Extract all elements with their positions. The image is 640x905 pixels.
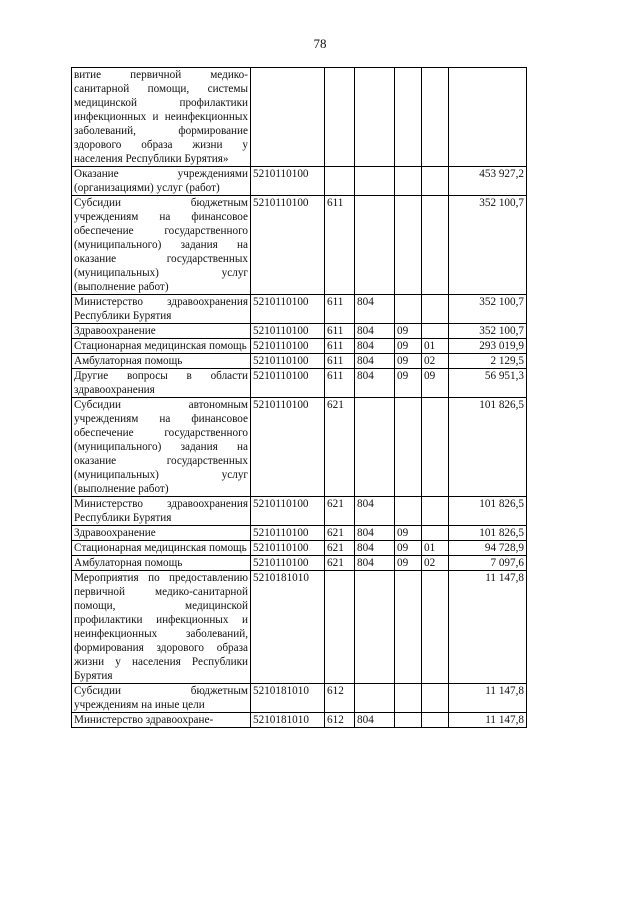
amount: 293 019,9 bbox=[449, 339, 527, 354]
section-code: 09 bbox=[395, 369, 422, 398]
table-row bbox=[72, 398, 527, 497]
ministry-code bbox=[355, 684, 395, 713]
target-article-code: 5210110100 bbox=[251, 556, 325, 571]
ministry-code: 804 bbox=[355, 369, 395, 398]
subsection-code: 09 bbox=[422, 369, 449, 398]
expense-type-code: 621 bbox=[325, 398, 355, 497]
row-description: Здравоохранение bbox=[72, 526, 251, 541]
subsection-code bbox=[422, 68, 449, 167]
amount: 7 097,6 bbox=[449, 556, 527, 571]
section-code bbox=[395, 497, 422, 526]
subsection-code bbox=[422, 295, 449, 324]
section-code: 09 bbox=[395, 541, 422, 556]
subsection-code: 01 bbox=[422, 339, 449, 354]
row-description: Амбулаторная помощь bbox=[72, 354, 251, 369]
target-article-code: 5210181010 bbox=[251, 571, 325, 684]
row-description: Другие вопросы в области здравоохранения bbox=[72, 369, 251, 398]
row-description: Субсидии бюджетным учреждениям на финансовое обеспечение государственного (муниципального) задания на оказание государственных (муниципальных) услуг (выполнение работ) bbox=[72, 196, 251, 295]
row-description: Министерство здравоохранения Республики Бурятия bbox=[72, 497, 251, 526]
amount: 56 951,3 bbox=[449, 369, 527, 398]
target-article-code: 5210110100 bbox=[251, 354, 325, 369]
table-row bbox=[72, 571, 527, 684]
target-article-code: 5210110100 bbox=[251, 196, 325, 295]
amount: 101 826,5 bbox=[449, 497, 527, 526]
ministry-code bbox=[355, 398, 395, 497]
row-description: витие первичной медико-санитарной помощи, системы медицинской профилактики инфекционных и неинфекционных заболеваний, формирование здорового образа жизни у населения Республики Бурятия» bbox=[72, 68, 251, 167]
row-description: Амбулаторная помощь bbox=[72, 556, 251, 571]
row-description: Субсидии автономным учреждениям на финансовое обеспечение государственного (муниципального) задания на оказание государственных (муниципальных) услуг (выполнение работ) bbox=[72, 398, 251, 497]
budget-table bbox=[71, 67, 527, 728]
table-body bbox=[72, 68, 527, 728]
amount: 11 147,8 bbox=[449, 713, 527, 728]
target-article-code: 5210181010 bbox=[251, 684, 325, 713]
target-article-code bbox=[251, 68, 325, 167]
ministry-code: 804 bbox=[355, 354, 395, 369]
expense-type-code: 611 bbox=[325, 339, 355, 354]
ministry-code: 804 bbox=[355, 526, 395, 541]
target-article-code: 5210110100 bbox=[251, 497, 325, 526]
table-row bbox=[72, 556, 527, 571]
subsection-code: 02 bbox=[422, 354, 449, 369]
subsection-code bbox=[422, 571, 449, 684]
subsection-code bbox=[422, 526, 449, 541]
amount: 94 728,9 bbox=[449, 541, 527, 556]
expense-type-code: 611 bbox=[325, 369, 355, 398]
expense-type-code: 612 bbox=[325, 713, 355, 728]
target-article-code: 5210110100 bbox=[251, 398, 325, 497]
row-description: Оказание учреждениями (организациями) услуг (работ) bbox=[72, 167, 251, 196]
row-description: Субсидии бюджетным учреждениям на иные цели bbox=[72, 684, 251, 713]
expense-type-code: 612 bbox=[325, 684, 355, 713]
subsection-code bbox=[422, 684, 449, 713]
table-row bbox=[72, 369, 527, 398]
target-article-code: 5210110100 bbox=[251, 324, 325, 339]
table-row bbox=[72, 497, 527, 526]
ministry-code: 804 bbox=[355, 339, 395, 354]
section-code: 09 bbox=[395, 339, 422, 354]
expense-type-code bbox=[325, 167, 355, 196]
target-article-code: 5210110100 bbox=[251, 167, 325, 196]
amount: 101 826,5 bbox=[449, 526, 527, 541]
row-description: Мероприятия по предоставлению первичной медико-санитарной помощи, медицинской профилактики инфекционных и неинфекционных заболеваний, формирования здорового образа жизни у населения Республики Бурятия bbox=[72, 571, 251, 684]
table-row bbox=[72, 196, 527, 295]
amount: 352 100,7 bbox=[449, 324, 527, 339]
ministry-code: 804 bbox=[355, 556, 395, 571]
expense-type-code bbox=[325, 571, 355, 684]
target-article-code: 5210110100 bbox=[251, 541, 325, 556]
target-article-code: 5210110100 bbox=[251, 295, 325, 324]
table-row bbox=[72, 68, 527, 167]
ministry-code bbox=[355, 167, 395, 196]
expense-type-code: 611 bbox=[325, 295, 355, 324]
ministry-code bbox=[355, 571, 395, 684]
target-article-code: 5210110100 bbox=[251, 339, 325, 354]
target-article-code: 5210110100 bbox=[251, 369, 325, 398]
ministry-code: 804 bbox=[355, 497, 395, 526]
expense-type-code bbox=[325, 68, 355, 167]
target-article-code: 5210181010 bbox=[251, 713, 325, 728]
table-row bbox=[72, 354, 527, 369]
target-article-code: 5210110100 bbox=[251, 526, 325, 541]
amount bbox=[449, 68, 527, 167]
ministry-code: 804 bbox=[355, 324, 395, 339]
row-description: Здравоохранение bbox=[72, 324, 251, 339]
table-row bbox=[72, 167, 527, 196]
subsection-code bbox=[422, 497, 449, 526]
section-code bbox=[395, 684, 422, 713]
ministry-code: 804 bbox=[355, 713, 395, 728]
amount: 2 129,5 bbox=[449, 354, 527, 369]
ministry-code: 804 bbox=[355, 295, 395, 324]
subsection-code bbox=[422, 324, 449, 339]
amount: 11 147,8 bbox=[449, 684, 527, 713]
page-number: 78 bbox=[313, 36, 327, 51]
expense-type-code: 621 bbox=[325, 497, 355, 526]
section-code bbox=[395, 295, 422, 324]
row-description: Министерство здравоохранения Республики Бурятия bbox=[72, 295, 251, 324]
ministry-code bbox=[355, 68, 395, 167]
section-code: 09 bbox=[395, 354, 422, 369]
table-row bbox=[72, 324, 527, 339]
table-row bbox=[72, 339, 527, 354]
amount: 352 100,7 bbox=[449, 295, 527, 324]
amount: 453 927,2 bbox=[449, 167, 527, 196]
section-code: 09 bbox=[395, 324, 422, 339]
expense-type-code: 611 bbox=[325, 196, 355, 295]
row-description: Стационарная медицинская помощь bbox=[72, 541, 251, 556]
expense-type-code: 621 bbox=[325, 556, 355, 571]
table-row bbox=[72, 295, 527, 324]
amount: 11 147,8 bbox=[449, 571, 527, 684]
expense-type-code: 611 bbox=[325, 324, 355, 339]
amount: 101 826,5 bbox=[449, 398, 527, 497]
table-row bbox=[72, 541, 527, 556]
section-code bbox=[395, 196, 422, 295]
table-row bbox=[72, 684, 527, 713]
section-code: 09 bbox=[395, 526, 422, 541]
ministry-code: 804 bbox=[355, 541, 395, 556]
subsection-code bbox=[422, 196, 449, 295]
row-description: Министерство здравоохране- bbox=[72, 713, 251, 728]
section-code bbox=[395, 713, 422, 728]
table-row bbox=[72, 526, 527, 541]
subsection-code: 02 bbox=[422, 556, 449, 571]
expense-type-code: 611 bbox=[325, 354, 355, 369]
amount: 352 100,7 bbox=[449, 196, 527, 295]
expense-type-code: 621 bbox=[325, 541, 355, 556]
expense-type-code: 621 bbox=[325, 526, 355, 541]
table-row bbox=[72, 713, 527, 728]
row-description: Стационарная медицинская помощь bbox=[72, 339, 251, 354]
section-code bbox=[395, 398, 422, 497]
section-code bbox=[395, 68, 422, 167]
subsection-code bbox=[422, 398, 449, 497]
ministry-code bbox=[355, 196, 395, 295]
section-code: 09 bbox=[395, 556, 422, 571]
subsection-code: 01 bbox=[422, 541, 449, 556]
subsection-code bbox=[422, 167, 449, 196]
section-code bbox=[395, 167, 422, 196]
subsection-code bbox=[422, 713, 449, 728]
section-code bbox=[395, 571, 422, 684]
